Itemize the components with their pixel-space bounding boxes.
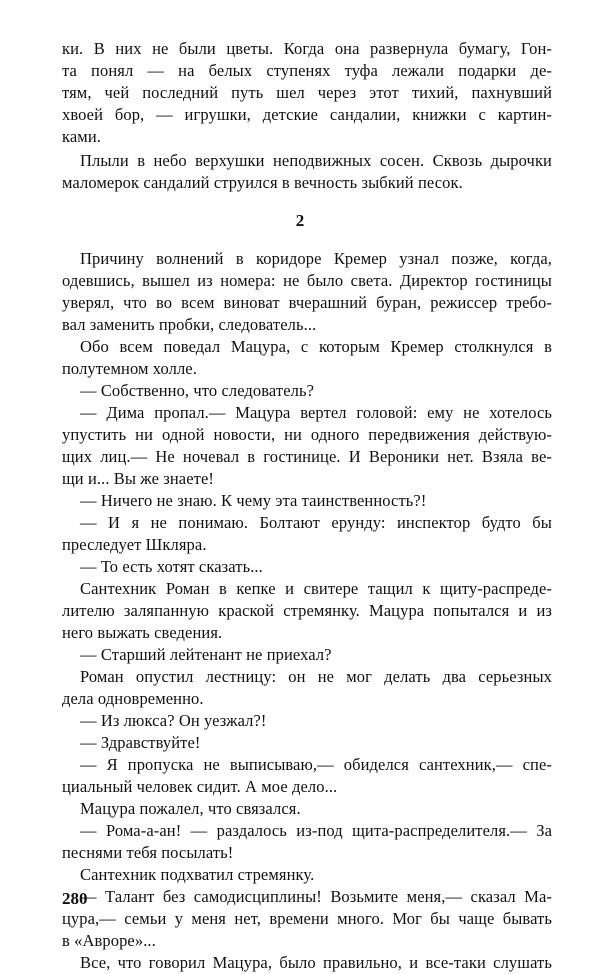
text-line: упустить ни одной новости, ни одного передвижения действую- <box>62 425 552 444</box>
text-line: уверял, что во всем виноват вчерашний буран, режиссер требо- <box>62 293 552 312</box>
text-line: — Рома-а-ан! — раздалось из-под щита-распределителя.— За <box>80 821 552 840</box>
text-line: — Талант без самодисциплины! Возьмите меня,— сказал Ма- <box>80 887 552 906</box>
text-line: — Я пропуска не выписываю,— обиделся сантехник,— спе- <box>80 755 552 774</box>
text-line: Сантехник Роман в кепке и свитере тащил к щиту-распреде- <box>80 579 552 598</box>
text-line: одевшись, вышел из номера: не было света. Директор гостиницы <box>62 271 552 290</box>
text-line: Мацура пожалел, что связался. <box>80 799 301 818</box>
text-line: — И я не понимаю. Болтают ерунду: инспектор будто бы <box>80 513 552 532</box>
text-line: Все, что говорил Мацура, было правильно, и все-таки слушать <box>80 953 552 972</box>
text-line: Причину волнений в коридоре Кремер узнал позже, когда, <box>80 249 552 268</box>
text-line: та понял — на белых ступенях туфа лежали подарки де- <box>62 61 552 80</box>
text-line: — Дима пропал.— Мацура вертел головой: ему не хотелось <box>80 403 552 422</box>
text-line: щих лиц.— Не ночевал в гостинице. И Вероники нет. Взяла ве- <box>62 447 552 466</box>
text-line: — Собственно, что следователь? <box>80 381 315 400</box>
text-line: вал заменить пробки, следователь... <box>62 315 317 334</box>
text-line: — Из люкса? Он уезжал?! <box>80 711 267 730</box>
text-line: щи и... Вы же знаете! <box>62 469 214 488</box>
text-line: цура,— семьи у меня нет, времени много. Мог бы чаще бывать <box>62 909 552 928</box>
text-line: песнями тебя посылать! <box>62 843 234 862</box>
text-line: Сантехник подхватил стремянку. <box>80 865 315 884</box>
text-line: ками. <box>62 127 101 146</box>
text-line: полутемном холле. <box>62 359 197 378</box>
text-line: преследует Шкляра. <box>62 535 207 554</box>
text-line: маломерок сандалий струился в вечность зыбкий песок. <box>62 173 463 192</box>
text-line: в «Авроре»... <box>62 931 156 950</box>
text-line: — То есть хотят сказать... <box>80 557 263 576</box>
text-line: ки. В них не были цветы. Когда она развернула бумагу, Гон- <box>62 39 552 58</box>
text-line: — Ничего не знаю. К чему эта таинственность?! <box>80 491 427 510</box>
text-line: — Старший лейтенант не приехал? <box>80 645 332 664</box>
section-number: 2 <box>295 211 305 230</box>
text-line: тям, чей последний путь шел через этот тихий, пахнувший <box>62 83 552 102</box>
text-line: лителю заляпанную краской стремянку. Мацура попытался и из <box>62 601 552 620</box>
text-line: хвоей бор, — игрушки, детские сандалии, книжки с картин- <box>62 105 552 124</box>
page-number: 280 <box>62 889 88 908</box>
text-line: Плыли в небо верхушки неподвижных сосен. Сквозь дырочки <box>80 151 552 170</box>
text-line: него выжать сведения. <box>62 623 223 642</box>
text-line: Роман опустил лестницу: он не мог делать два серьезных <box>80 667 552 686</box>
text-line: Обо всем поведал Мацура, с которым Кремер столкнулся в <box>80 337 552 356</box>
text-line: дела одновременно. <box>62 689 204 708</box>
text-line: циальный человек сидит. А мое дело... <box>62 777 338 796</box>
text-line: — Здравствуйте! <box>80 733 201 752</box>
